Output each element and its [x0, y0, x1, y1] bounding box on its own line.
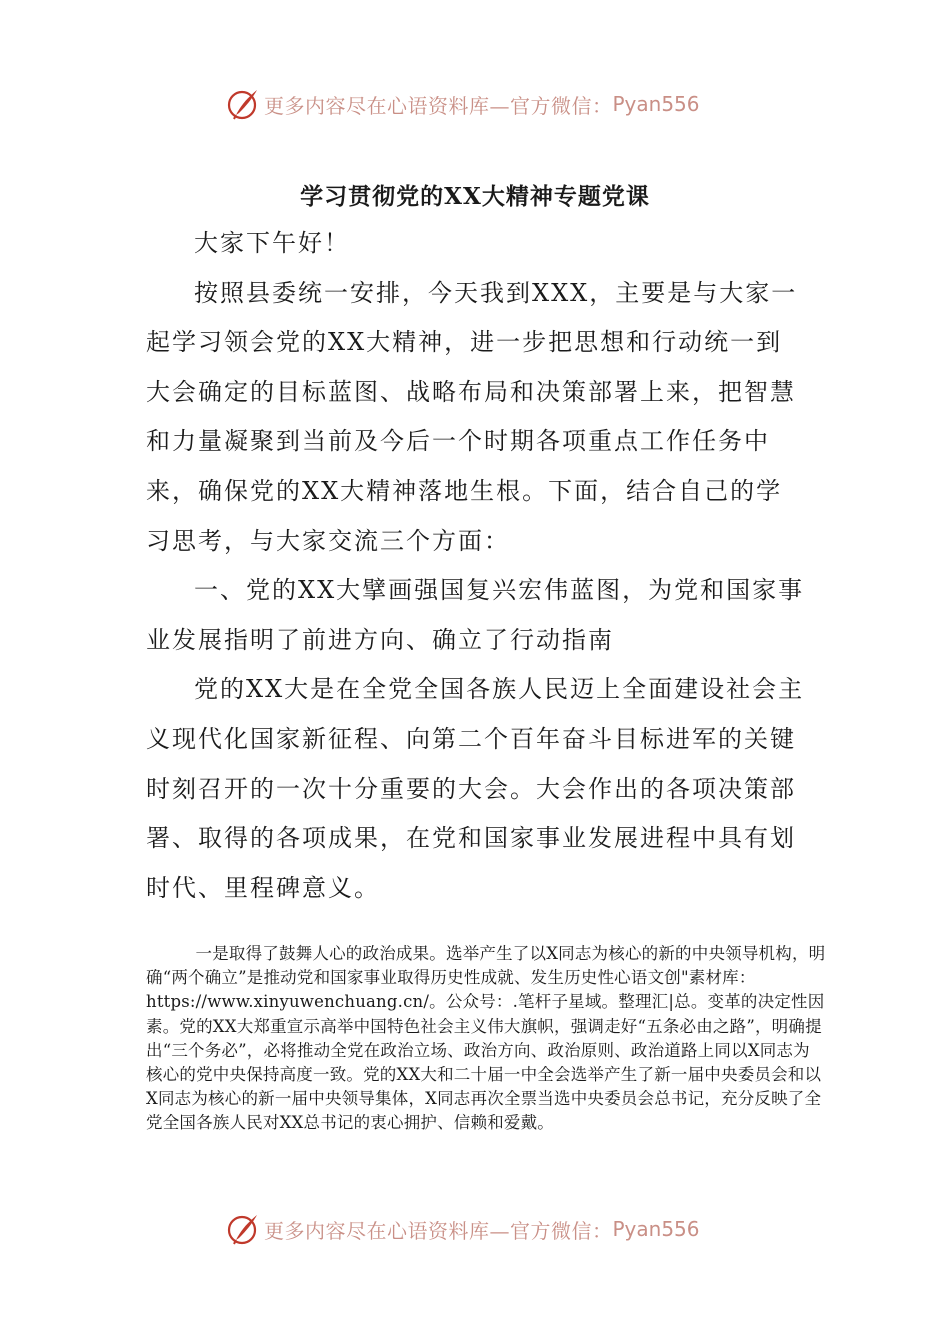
- section-heading-1: 一、党的XX大擘画强国复兴宏伟蓝图，为党和国家事业发展指明了前进方向、确立了行动指南: [146, 576, 805, 654]
- watermark-text: 更多内容尽在心语资料库—官方微信：: [264, 1218, 613, 1243]
- watermark-account: Pyan556: [612, 1217, 700, 1241]
- document-small-section: [146, 942, 826, 1136]
- quill-logo-icon: [226, 1212, 260, 1246]
- watermark-footer: [226, 1209, 700, 1249]
- document-title: 学习贯彻党的XX大精神专题党课: [300, 183, 650, 210]
- quill-logo-icon: [226, 87, 260, 121]
- watermark-header: [226, 84, 700, 124]
- paragraph-intro: 按照县委统一安排，今天我到XXX，主要是与大家一起学习领会党的XX大精神，进一步把思想和行动统一到大会确定的目标蓝图、战略布局和决策部署上来，把智慧和力量凝聚到当前及今后一个时期各项重点工作任务中来，确保党的XX大精神落地生根。下面，结合自己的学习思考，与大家交流三个方面：: [146, 278, 798, 555]
- paragraph-political-achievements: 一是取得了鼓舞人心的政治成果。选举产生了以X同志为核心的新的中央领导机构，明确“两个确立”是推动党和国家事业取得历史性成就、发生历史性心语文创"素材库：https://www.xinyuwenchuang.cn/。公众号：.笔杆子星域。整理汇|总。变革的决定性因素。党的XX大郑重宣示高举中国特色社会主义伟大旗帜，强调走好“五条必由之路”，明确提出“三个务必”，必将推动全党在政治立场、政治方向、政治原则、政治道路上同以X同志为核心的党中央保持高度一致。党的XX大和二十届一中全会选举产生了新一届中央委员会和以X同志为核心的新一届中央领导集体，X同志再次全票当选中央委员会总书记，充分反映了全党全国各族人民对XX总书记的衷心拥护、信赖和爱戴。: [146, 944, 826, 1133]
- watermark-account: Pyan556: [612, 92, 700, 116]
- watermark-text: 更多内容尽在心语资料库—官方微信：: [264, 93, 613, 118]
- greeting: 大家下午好！: [194, 229, 350, 257]
- paragraph-section-1: 党的XX大是在全党全国各族人民迈上全面建设社会主义现代化国家新征程、向第二个百年奋斗目标进军的关键时刻召开的一次十分重要的大会。大会作出的各项决策部署、取得的各项成果，在党和国家事业发展进程中具有划时代、里程碑意义。: [146, 675, 805, 902]
- document-body: [146, 219, 806, 913]
